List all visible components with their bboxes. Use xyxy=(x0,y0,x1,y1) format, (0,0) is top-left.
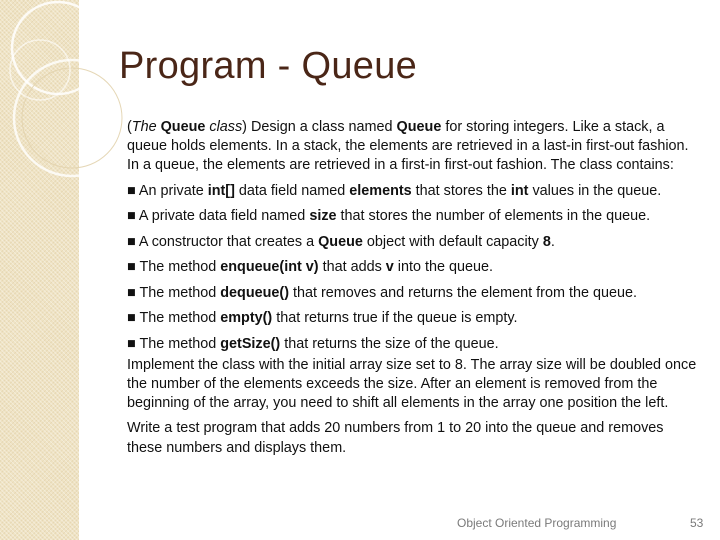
item-text: values in the queue. xyxy=(528,182,662,199)
test-paragraph: Write a test program that adds 20 numbers from 1 to 20 into the queue and removes these numbers and displays them. xyxy=(127,420,664,456)
intro-class-word: class xyxy=(205,119,243,135)
item-text: The method xyxy=(135,259,221,276)
item-text: that removes and returns the element from the queue. xyxy=(289,284,637,301)
item-text: that stores the number of elements in the queue. xyxy=(336,208,651,225)
list-item xyxy=(127,309,699,328)
list-item xyxy=(127,284,699,303)
bullet-icon: ■ xyxy=(127,208,136,225)
item-text: that stores the xyxy=(411,182,511,199)
bullet-icon: ■ xyxy=(127,284,136,301)
item-code: getSize() xyxy=(220,335,281,352)
bullet-icon: ■ xyxy=(127,335,136,352)
bullet-icon: ■ xyxy=(127,233,136,250)
item-text: The method xyxy=(135,310,221,327)
item-text: A constructor that creates a xyxy=(135,233,319,250)
item-code: 8 xyxy=(542,233,551,250)
bullet-icon: ■ xyxy=(127,259,136,276)
intro-class-name: Queue xyxy=(160,119,206,135)
list-item xyxy=(127,207,699,226)
item-text: data field named xyxy=(234,182,350,199)
item-text: into the queue. xyxy=(393,259,494,276)
item-text: . xyxy=(550,233,555,250)
item-text: A private data field named xyxy=(135,208,310,225)
list-item xyxy=(127,233,699,252)
intro-paragraph xyxy=(127,118,699,176)
item-code: elements xyxy=(349,182,412,199)
item-text: An private xyxy=(135,182,208,199)
item-text: that returns true if the queue is empty. xyxy=(272,310,518,327)
decorative-circles xyxy=(0,0,140,200)
item-text: that adds xyxy=(318,259,386,276)
implement-paragraph: Implement the class with the initial array size set to 8. The array size will be doubled once the number of the elements exceeds the size. After an element is removed from the beginning of the array, you need to shift all elements in the array one position the left. xyxy=(127,356,697,412)
item-code: empty() xyxy=(220,310,273,327)
item-text: The method xyxy=(135,284,221,301)
intro-the: The xyxy=(131,119,161,135)
item-code: int xyxy=(510,182,529,199)
slide-title: Program - Queue xyxy=(119,45,418,87)
item-text: that returns the size of the queue. xyxy=(280,335,499,352)
item-code: v xyxy=(385,259,394,276)
item-text: The method xyxy=(135,335,221,352)
intro-text-2: for storing integers. Like a stack, a queue holds elements. In a stack, the elements are retrieved in a last-in first-out fashion. In a queue, the elements are retrieved in a first-in first-out fashion. The class contains: xyxy=(127,119,689,174)
item-code: size xyxy=(309,208,337,225)
footer-course-name: Object Oriented Programming xyxy=(457,516,617,530)
bullet-icon: ■ xyxy=(127,310,136,327)
item-code: enqueue(int v) xyxy=(220,259,319,276)
intro-paren-open: ( xyxy=(127,119,132,135)
intro-class-name-2: Queue xyxy=(396,119,442,135)
item-code: dequeue() xyxy=(220,284,289,301)
list-item xyxy=(127,258,699,277)
list-item xyxy=(127,335,699,354)
list-item xyxy=(127,182,699,201)
page-number: 53 xyxy=(690,516,704,530)
item-code: Queue xyxy=(318,233,363,250)
intro-paren-close: ) xyxy=(242,119,247,135)
bullet-icon: ■ xyxy=(127,182,136,199)
intro-text-1: Design a class named xyxy=(246,119,397,135)
item-code: int[] xyxy=(207,182,235,199)
item-text: object with default capacity xyxy=(362,233,543,250)
slide-body xyxy=(127,118,699,464)
